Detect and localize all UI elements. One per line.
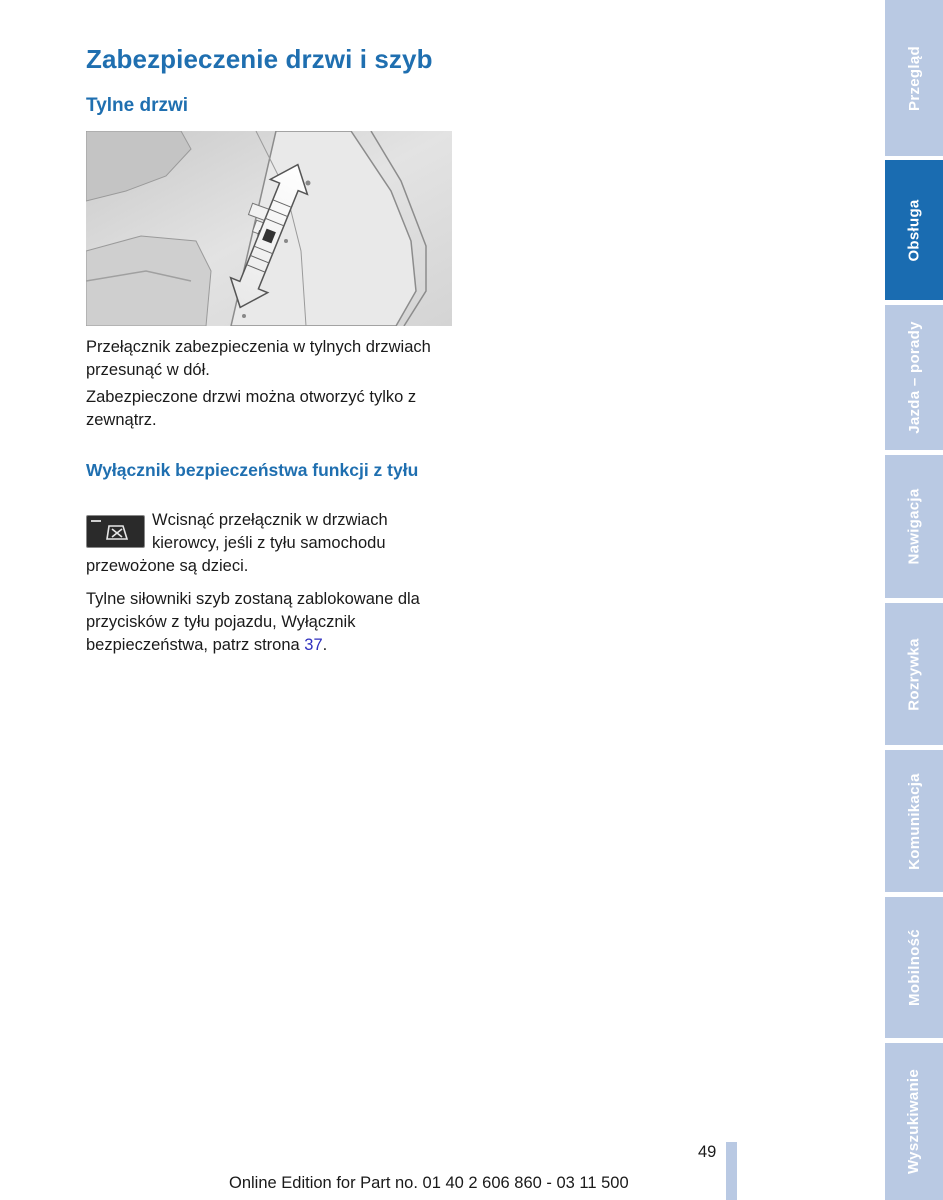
- page-number-bar: [726, 1142, 737, 1200]
- tab-label: Obsługa: [905, 198, 923, 262]
- page-number: 49: [698, 1143, 717, 1161]
- tab-mobilnosc[interactable]: [885, 897, 943, 1038]
- tab-komunikacja[interactable]: [885, 750, 943, 892]
- tab-nawigacja[interactable]: [885, 455, 943, 598]
- footer-edition: Online Edition for Part no. 01 40 2 606 860 - 03 11 500: [229, 1174, 629, 1192]
- instruction-rear-windows-locked: [86, 588, 456, 657]
- tab-label: Jazda – porady: [905, 321, 923, 434]
- tab-label: Wyszukiwanie: [905, 1068, 923, 1175]
- tab-przeglad[interactable]: [885, 0, 943, 156]
- instruction-press-driver-switch-text: Wcisnąć przełącznik w drzwiach kierowcy, jeśli z tyłu samochodu przewożone są dzieci.: [86, 511, 388, 575]
- tab-jazda-porady[interactable]: [885, 305, 943, 450]
- instruction-open-outside: Zabezpieczone drzwi można otworzyć tylko z zewnątrz.: [86, 388, 417, 429]
- tab-obsluga[interactable]: [885, 160, 943, 300]
- rear-windows-text: Tylne siłowniki szyb zostaną zablokowane dla przycisków z tyłu pojazdu, Wyłącznik bezpieczeństwa, patrz strona: [86, 590, 420, 654]
- instruction-slide-switch: Przełącznik zabezpieczenia w tylnych drzwiach przesunąć w dół.: [86, 338, 431, 379]
- chapter-sidebar: [885, 0, 943, 1200]
- tab-label: Przegląd: [905, 45, 923, 111]
- tab-label: Nawigacja: [905, 488, 923, 565]
- tab-label: Mobilność: [905, 929, 923, 1006]
- tab-rozrywka[interactable]: [885, 603, 943, 745]
- section-heading-safety-switch: Wyłącznik bezpieczeństwa funkcji z tyłu: [86, 460, 419, 480]
- page-reference-link[interactable]: 37: [304, 636, 323, 654]
- tab-label: Komunikacja: [905, 772, 923, 870]
- tab-wyszukiwanie[interactable]: [885, 1043, 943, 1200]
- door-child-lock-illustration: [86, 131, 452, 326]
- section-heading-rear-doors: Tylne drzwi: [86, 95, 189, 116]
- page-title: Zabezpieczenie drzwi i szyb: [86, 44, 433, 74]
- rear-windows-text-end: .: [322, 636, 328, 654]
- tab-label: Rozrywka: [905, 637, 923, 711]
- instruction-press-driver-switch: [86, 509, 450, 578]
